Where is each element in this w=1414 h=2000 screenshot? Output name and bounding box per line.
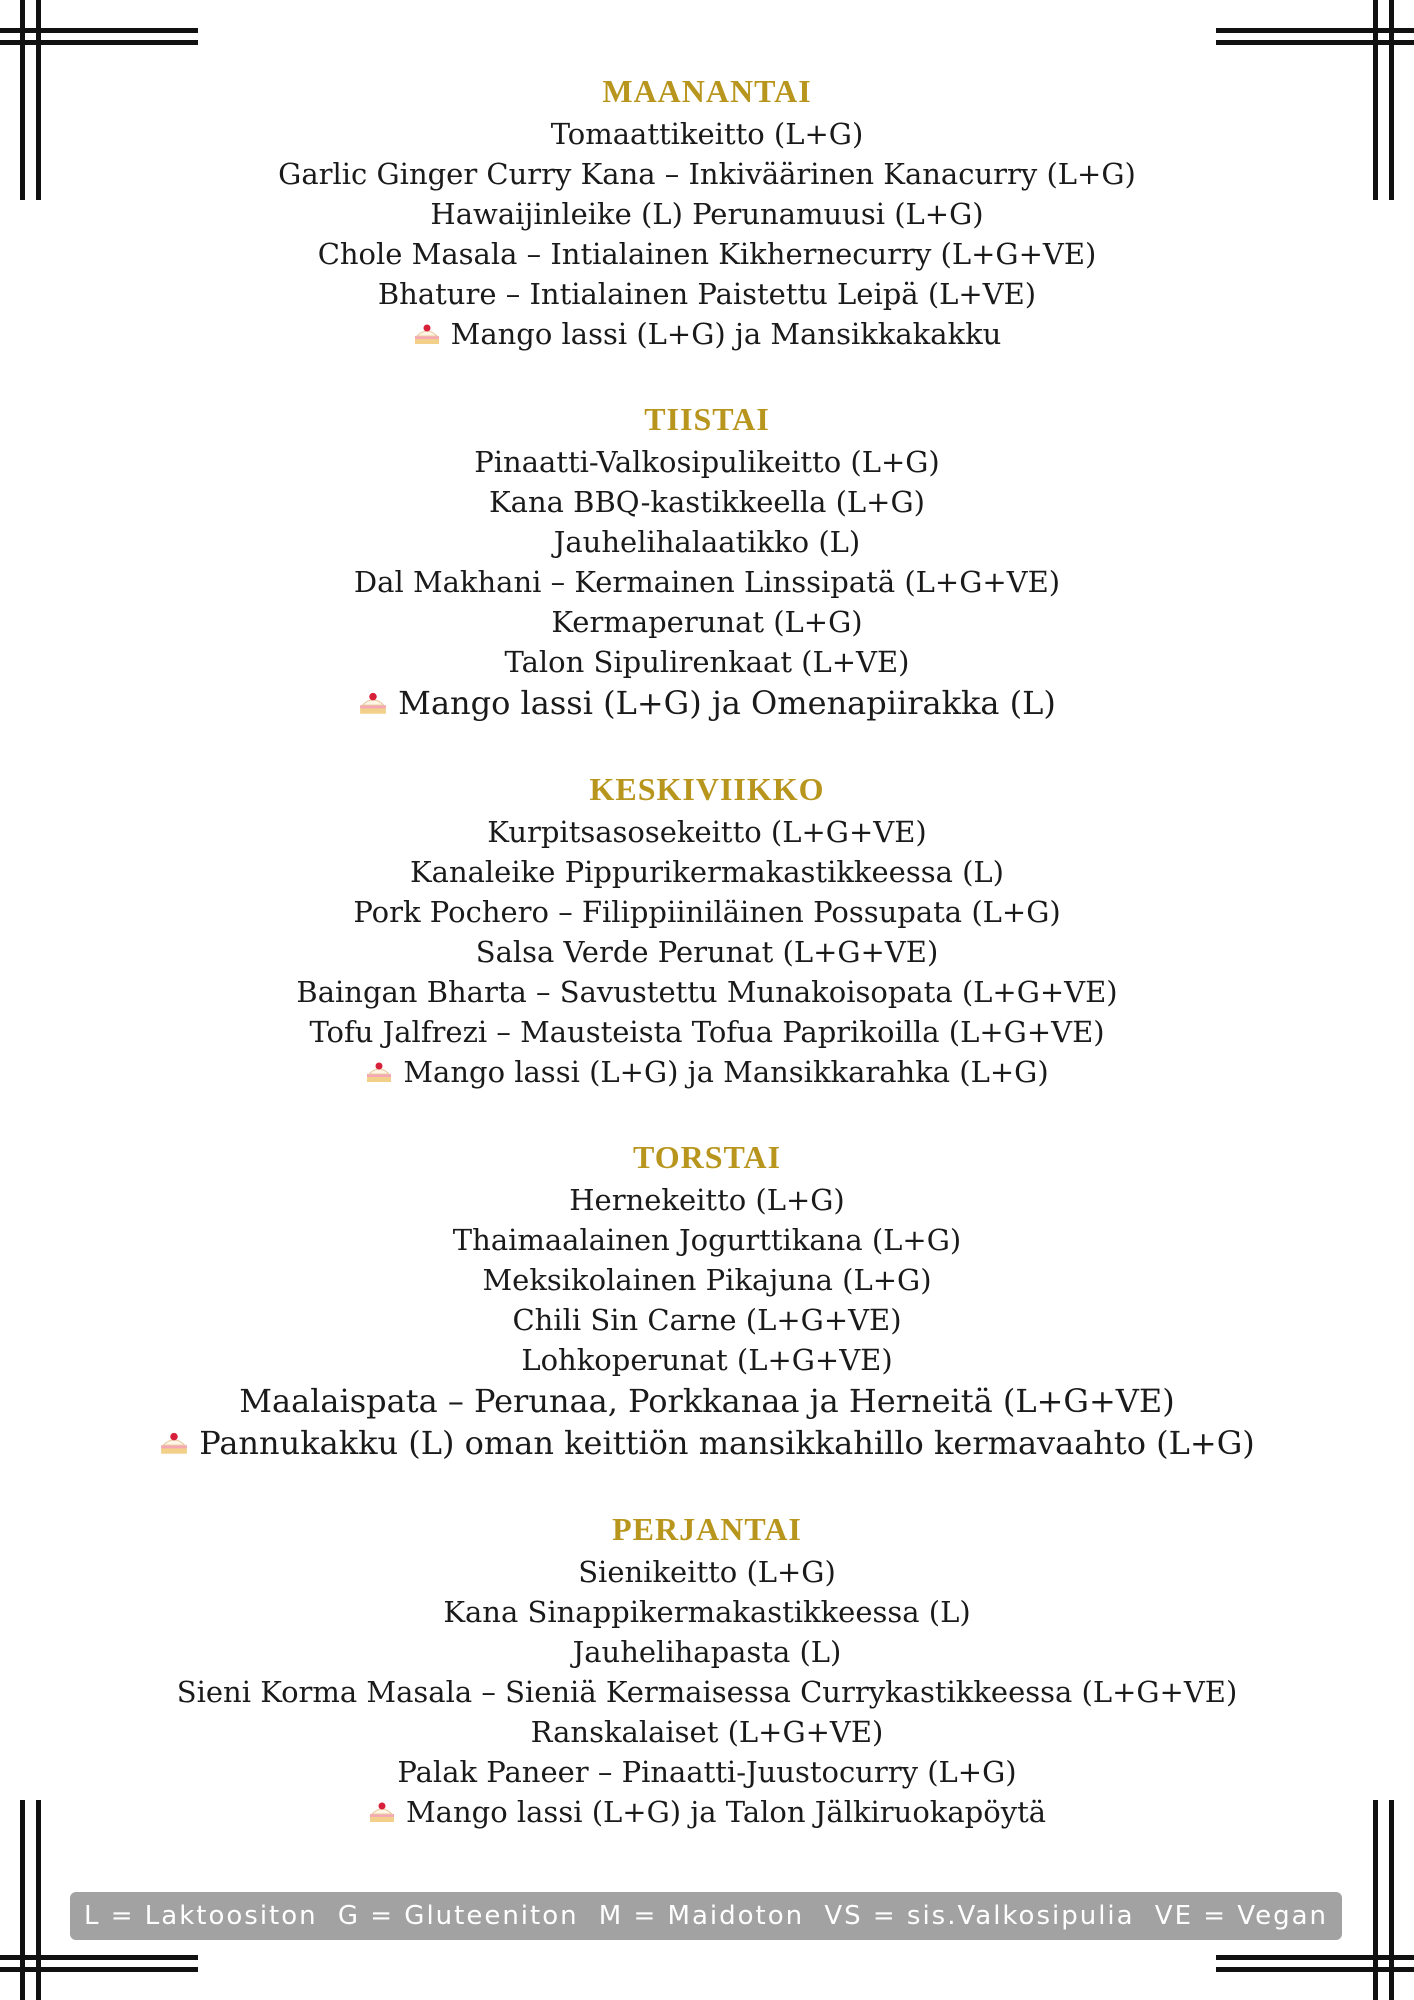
day-title: TIISTAI <box>644 401 770 437</box>
dish-item: Bhature – Intialainen Paistettu Leipä (L+VE) <box>377 277 1037 311</box>
dessert-text: Mango lassi (L+G) ja Mansikkarahka (L+G) <box>403 1055 1049 1089</box>
dish-item: Dal Makhani – Kermainen Linssipatä (L+G+VE) <box>353 565 1061 599</box>
dessert-item <box>0 682 1414 724</box>
dish-item: Talon Sipulirenkaat (L+VE) <box>504 645 910 679</box>
day-section-wednesday <box>0 766 1414 1092</box>
cake-slice-icon <box>358 684 388 726</box>
day-section-monday <box>0 68 1414 354</box>
dish-item: Sieni Korma Masala – Sieniä Kermaisessa Currykastikkeessa (L+G+VE) <box>176 1675 1238 1709</box>
dessert-item <box>0 1052 1414 1092</box>
dish-item: Lohkoperunat (L+G+VE) <box>521 1343 893 1377</box>
dish-item: Kurpitsasosekeitto (L+G+VE) <box>487 815 927 849</box>
day-section-tuesday <box>0 396 1414 724</box>
dish-item: Salsa Verde Perunat (L+G+VE) <box>475 935 939 969</box>
diet-legend <box>70 1892 1342 1940</box>
dish-item: Kana Sinappikermakastikkeessa (L) <box>443 1595 971 1629</box>
dish-item: Jauhelihapasta (L) <box>572 1635 842 1669</box>
dish-item: Meksikolainen Pikajuna (L+G) <box>482 1263 932 1297</box>
dessert-item <box>0 1792 1414 1832</box>
day-section-friday <box>0 1506 1414 1832</box>
legend-item: VS = sis.Valkosipulia <box>824 1901 1135 1931</box>
day-title: MAANANTAI <box>602 73 812 109</box>
dish-item: Maalaispata – Perunaa, Porkkanaa ja Herneitä (L+G+VE) <box>239 1382 1175 1420</box>
dish-item: Kermaperunat (L+G) <box>551 605 863 639</box>
dish-item: Ranskalaiset (L+G+VE) <box>530 1715 884 1749</box>
dessert-text: Mango lassi (L+G) ja Mansikkakakku <box>450 317 1002 351</box>
day-title: KESKIVIIKKO <box>589 771 825 807</box>
dish-item: Baingan Bharta – Savustettu Munakoisopata (L+G+VE) <box>296 975 1118 1009</box>
dish-item: Pinaatti-Valkosipulikeitto (L+G) <box>474 445 940 479</box>
dish-item: Hernekeitto (L+G) <box>569 1183 845 1217</box>
dish-item: Garlic Ginger Curry Kana – Inkiväärinen Kanacurry (L+G) <box>278 157 1136 191</box>
legend-item: M = Maidoton <box>598 1901 805 1931</box>
legend-item: L = Laktoositon <box>84 1901 318 1931</box>
cake-slice-icon <box>365 1054 393 1094</box>
dish-item: Chili Sin Carne (L+G+VE) <box>512 1303 902 1337</box>
day-section-thursday <box>0 1134 1414 1464</box>
cake-slice-icon <box>413 316 441 356</box>
legend-item: VE = Vegan <box>1154 1901 1328 1931</box>
dish-item: Kanaleike Pippurikermakastikkeessa (L) <box>409 855 1004 889</box>
dish-item: Tomaattikeitto (L+G) <box>550 117 864 151</box>
dessert-text: Mango lassi (L+G) ja Talon Jälkiruokapöytä <box>405 1795 1047 1829</box>
dessert-item <box>0 314 1414 354</box>
weekly-menu <box>0 68 1414 1832</box>
dish-item: Chole Masala – Intialainen Kikhernecurry (L+G+VE) <box>317 237 1097 271</box>
dish-item: Pork Pochero – Filippiiniläinen Possupata (L+G) <box>353 895 1061 929</box>
day-title: TORSTAI <box>632 1139 782 1175</box>
cake-slice-icon <box>159 1424 189 1466</box>
dessert-text: Mango lassi (L+G) ja Omenapiirakka (L) <box>398 684 1056 722</box>
dish-item: Jauhelihalaatikko (L) <box>553 525 861 559</box>
dish-item: Thaimaalainen Jogurttikana (L+G) <box>452 1223 962 1257</box>
dessert-item <box>0 1422 1414 1464</box>
dish-item: Tofu Jalfrezi – Mausteista Tofua Paprikoilla (L+G+VE) <box>309 1015 1105 1049</box>
dish-item: Palak Paneer – Pinaatti-Juustocurry (L+G) <box>397 1755 1017 1789</box>
dessert-text: Pannukakku (L) oman keittiön mansikkahillo kermavaahto (L+G) <box>199 1424 1255 1462</box>
dish-item: Kana BBQ-kastikkeella (L+G) <box>489 485 925 519</box>
dish-item: Hawaijinleike (L) Perunamuusi (L+G) <box>430 197 984 231</box>
legend-item: G = Gluteeniton <box>337 1901 579 1931</box>
day-title: PERJANTAI <box>612 1511 802 1547</box>
cake-slice-icon <box>368 1794 396 1834</box>
dish-item: Sienikeitto (L+G) <box>578 1555 836 1589</box>
